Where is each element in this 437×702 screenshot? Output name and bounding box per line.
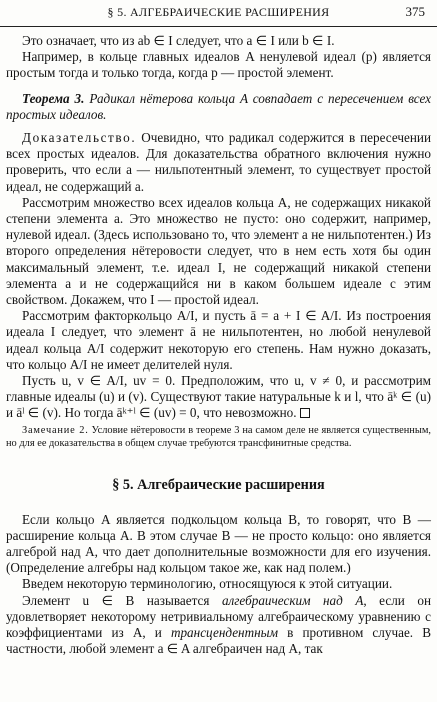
proof-text: Очевидно, что радикал содержится в пересечении всех простых идеалов. Для доказательства обратного включения нужно проверить, что если a — нильпотентный элемент, то существует простой идеал, не содержащий a.	[6, 130, 431, 194]
transcendental-term: трансцендентным	[170, 625, 279, 641]
algebraic-text-c: , если он удовлетворяет некоторому нетривиальному алгебраическому уравнению с коэффициентами из A, и	[6, 592, 432, 641]
paragraph-prime-ideal-definition: Это означает, что из ab ∈ I следует, что a ∈ I или b ∈ I.	[22, 33, 335, 48]
paragraph-zero-divisors	[6, 373, 431, 422]
running-title: § 5. АЛГЕБРАИЧЕСКИЕ РАСШИРЕНИЯ	[107, 5, 330, 19]
algebraic-text-a: Элемент u ∈ B называется	[22, 592, 210, 608]
page-body	[6, 33, 431, 658]
paragraph-terminology: Введем некоторую терминологию, относящуюся к этой ситуации.	[22, 576, 393, 592]
paragraph-extension: Если кольцо A является подкольцом кольца B, то говорят, что B — расширение кольца A. В этом случае B — не просто кольцо: оно является алгеброй над A, что дает дополнительные возможности для его изучения. (Определение алгебры над кольцом такое же, как над полем.)	[6, 511, 431, 576]
remark-text: Условие нётеровости в теореме 3 на самом деле не является существенным, но для ее доказательства в общем случае требуются трансфинитные средства.	[6, 424, 431, 449]
qed-square-icon	[300, 408, 310, 418]
paragraph-ideal-set: Рассмотрим множество всех идеалов кольца A, не содержащих никакой степени элемента a. Это множество не пусто: оно содержит, например, нулевой идеал. (Здесь использовано то, что элемент a не нильпотентен.) Из второго определения нётеровости следует, что в нем есть хотя бы один максимальный элемент, т.е. идеал I, не содержащий никакой степени элемента a и не содержащийся ни в каком большем идеале с этим свойством. Докажем, что I — простой идеал.	[6, 194, 431, 308]
paragraph-example: Например, в кольце главных идеалов A ненулевой идеал (p) является простым тогда и только тогда, когда p — простой элемент.	[6, 49, 431, 81]
remark-label: Замечание 2.	[22, 424, 89, 436]
theorem-text: Радикал нётерова кольца A совпадает с пересечением всех простых идеалов.	[6, 90, 432, 122]
algebraic-term: алгебраическим над A	[221, 592, 364, 608]
running-head	[0, 0, 437, 27]
proof-word: Доказательство.	[22, 130, 137, 146]
section-heading: § 5. Алгебраические расширения	[112, 476, 325, 493]
algebraic-text-e: в противном случае. В частности, любой элемент a ∈ A алгебраичен над A, так	[6, 625, 431, 657]
theorem-3	[6, 91, 431, 123]
proof-paragraph	[6, 130, 431, 195]
paragraph-factor-ring: Рассмотрим факторкольцо A/I, и пусть ā = a + I ∈ A/I. Из построения идеала I следует, что элемент ā не нильпотентен, но любой ненулевой идеал кольца A/I содержит некоторую его степень. Нам нужно доказать, что кольцо A/I не имеет делителей нуля.	[6, 308, 431, 372]
zero-divisors-text-a: Пусть u, v ∈ A/I, uv = 0. Предположим, что u, v ≠ 0, и рассмотрим главные идеалы (u) и (v). Существуют такие натуральные k и l, что	[6, 373, 431, 405]
paragraph-algebraic-element	[6, 593, 431, 658]
remark-2	[6, 424, 431, 450]
zero-divisors-text-b: āᵏ ∈ (u) и āˡ ∈ (v). Но тогда āᵏ⁺ˡ ∈ (uv) = 0, что невозможно.	[6, 389, 431, 421]
page-number: 375	[405, 4, 425, 19]
theorem-label: Теорема 3.	[22, 90, 85, 106]
